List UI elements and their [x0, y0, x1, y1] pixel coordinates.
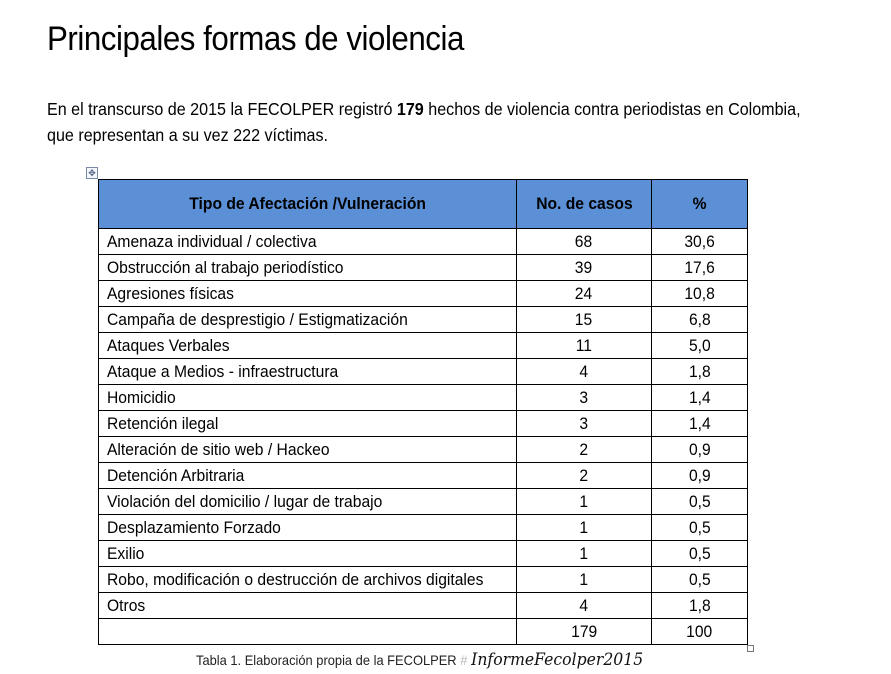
table-row	[99, 333, 748, 359]
cell-porcentaje: 0,9	[651, 437, 747, 463]
cell-porcentaje: 0,5	[651, 567, 747, 593]
cell-tipo: Ataques Verbales	[99, 333, 517, 359]
caption-hashtag: InformeFecolper2015	[471, 650, 644, 670]
cell-casos: 2	[517, 463, 652, 489]
cell-casos: 68	[517, 229, 652, 255]
cell-casos: 4	[517, 593, 652, 619]
cell-porcentaje: 1,4	[651, 385, 747, 411]
cell-porcentaje: 17,6	[651, 255, 747, 281]
intro-paragraph	[47, 96, 811, 148]
cell-casos: 11	[517, 333, 652, 359]
table-body	[99, 229, 748, 645]
intro-count: 179	[396, 99, 424, 119]
table-move-handle-icon[interactable]: ✥	[86, 167, 98, 179]
header-casos: No. de casos	[517, 180, 652, 229]
cell-tipo: Robo, modificación o destrucción de archivos digitales	[99, 567, 517, 593]
cell-tipo: Violación del domicilio / lugar de trabajo	[99, 489, 517, 515]
cell-porcentaje: 100	[651, 619, 747, 645]
cell-tipo: Ataque a Medios - infraestructura	[99, 359, 517, 385]
intro-line-2: que representan a su vez 222 víctimas.	[47, 125, 329, 145]
cell-casos: 3	[517, 411, 652, 437]
table-row	[99, 359, 748, 385]
table-row	[99, 255, 748, 281]
intro-text-start: En el transcurso de 2015 la FECOLPER registró	[47, 99, 397, 119]
table-row	[99, 307, 748, 333]
cell-casos: 1	[517, 567, 652, 593]
cell-tipo: Exilio	[99, 541, 517, 567]
table-row	[99, 385, 748, 411]
cell-tipo: Otros	[99, 593, 517, 619]
table-row	[99, 515, 748, 541]
table-row	[99, 489, 748, 515]
table-row	[99, 567, 748, 593]
cell-tipo: Campaña de desprestigio / Estigmatización	[99, 307, 517, 333]
cell-porcentaje: 0,5	[651, 489, 747, 515]
cell-tipo: Detención Arbitraria	[99, 463, 517, 489]
table-header-row	[99, 180, 748, 229]
cell-casos: 1	[517, 489, 652, 515]
cell-tipo: Agresiones físicas	[99, 281, 517, 307]
table-row	[99, 463, 748, 489]
cell-tipo	[99, 619, 517, 645]
intro-text-end: hechos de violencia contra periodistas en Colombia,	[423, 99, 801, 119]
cell-tipo: Obstrucción al trabajo periodístico	[99, 255, 517, 281]
violence-table	[98, 179, 748, 645]
table-row	[99, 281, 748, 307]
cell-porcentaje: 5,0	[651, 333, 747, 359]
cell-porcentaje: 1,4	[651, 411, 747, 437]
cell-tipo: Desplazamiento Forzado	[99, 515, 517, 541]
header-porcentaje: %	[651, 180, 747, 229]
cell-casos: 1	[517, 541, 652, 567]
caption-text: Tabla 1. Elaboración propia de la FECOLPER	[196, 652, 457, 668]
cell-tipo: Amenaza individual / colectiva	[99, 229, 517, 255]
table-caption	[196, 650, 643, 670]
cell-porcentaje: 1,8	[651, 359, 747, 385]
cell-casos: 3	[517, 385, 652, 411]
cell-casos: 1	[517, 515, 652, 541]
header-tipo: Tipo de Afectación /Vulneración	[99, 180, 517, 229]
cell-porcentaje: 10,8	[651, 281, 747, 307]
table-row	[99, 229, 748, 255]
table-resize-handle[interactable]	[747, 645, 754, 652]
cell-porcentaje: 0,5	[651, 515, 747, 541]
caption-hash: #	[460, 652, 468, 668]
cell-tipo: Homicidio	[99, 385, 517, 411]
cell-casos: 4	[517, 359, 652, 385]
table-total-row	[99, 619, 748, 645]
cell-casos: 24	[517, 281, 652, 307]
cell-tipo: Retención ilegal	[99, 411, 517, 437]
table-row	[99, 541, 748, 567]
table-row	[99, 411, 748, 437]
cell-porcentaje: 1,8	[651, 593, 747, 619]
cell-tipo: Alteración de sitio web / Hackeo	[99, 437, 517, 463]
cell-casos: 15	[517, 307, 652, 333]
cell-porcentaje: 0,5	[651, 541, 747, 567]
cell-porcentaje: 30,6	[651, 229, 747, 255]
table-row	[99, 437, 748, 463]
cell-casos: 179	[517, 619, 652, 645]
page-title: Principales formas de violencia	[47, 20, 464, 58]
cell-casos: 39	[517, 255, 652, 281]
cell-casos: 2	[517, 437, 652, 463]
cell-porcentaje: 6,8	[651, 307, 747, 333]
table-row	[99, 593, 748, 619]
cell-porcentaje: 0,9	[651, 463, 747, 489]
